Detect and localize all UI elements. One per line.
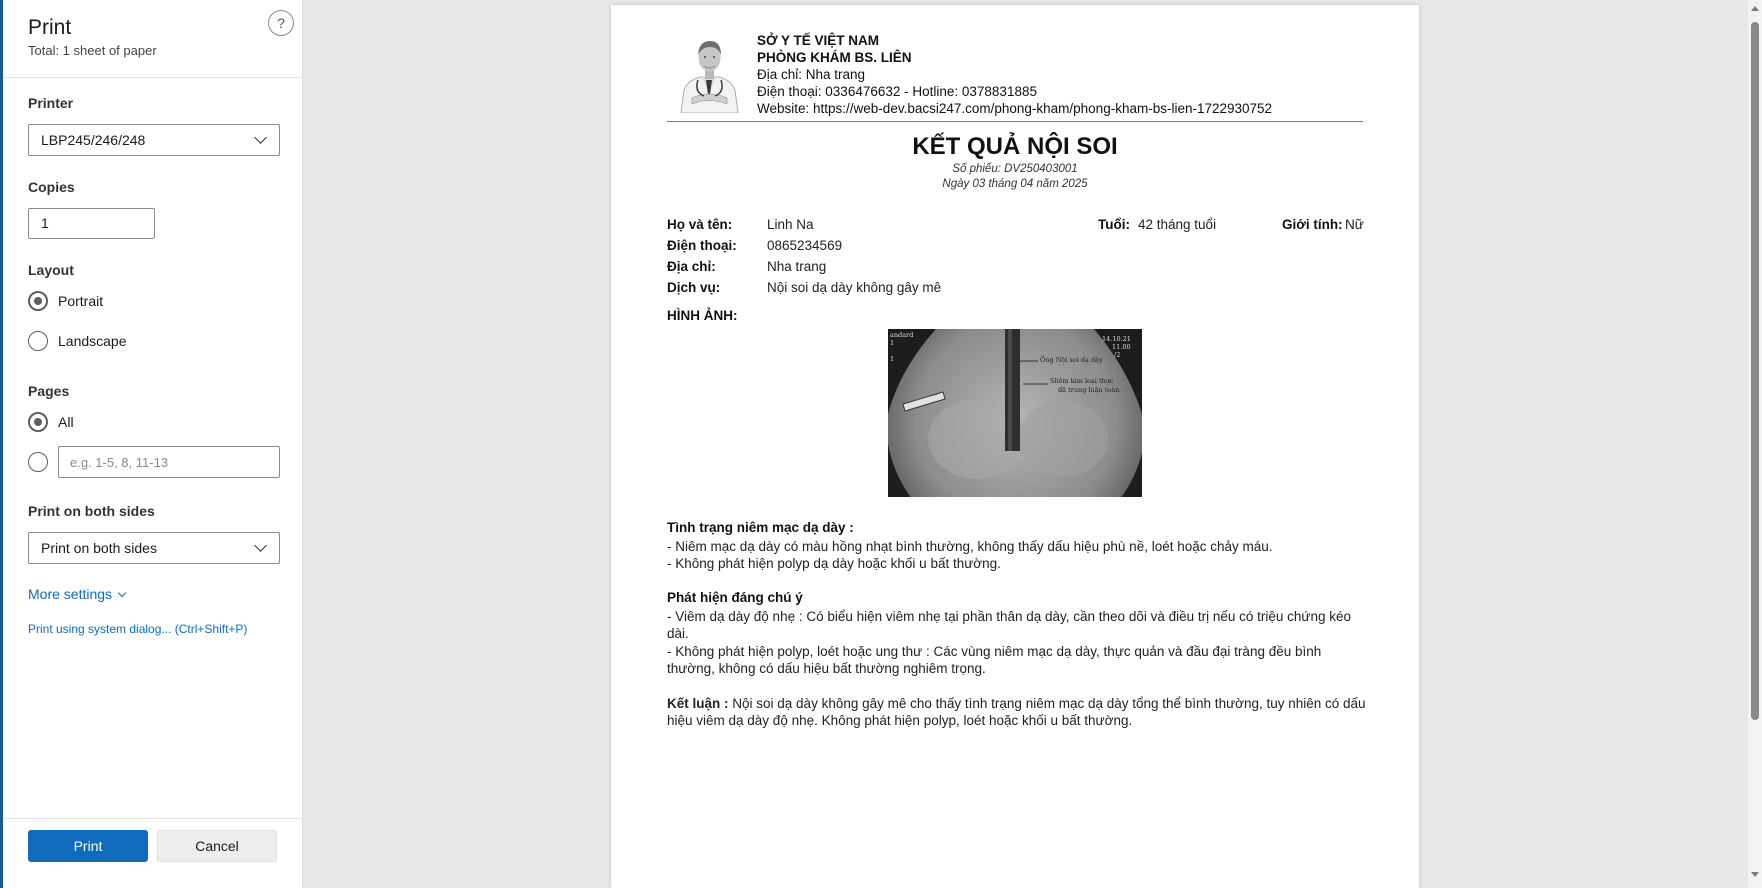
more-settings-link[interactable] [28,586,125,602]
print-title: Print [28,16,72,39]
scan-label: 1 [890,355,895,363]
print-button[interactable]: Print [28,830,148,862]
clinic-phone: Điện thoại: 0336476632 - Hotline: 0378831885 [757,84,1037,99]
chevron-down-icon [118,589,126,597]
findings-line: - Viêm dạ dày độ nhẹ : Có biểu hiện viêm nhẹ tại phần thân dạ dày, cần theo dõi và điều trị nếu có triệu chứng kéo dài. [667,609,1351,641]
sheet-total: Total: 1 sheet of paper [28,43,157,58]
clinic-website: Website: https://web-dev.bacsi247.com/phong-kham/phong-kham-bs-lien-1722930752 [757,101,1273,116]
divider [3,818,303,819]
endoscopy-image [888,329,1142,497]
phone-value: 0865234569 [767,238,843,253]
age-value: 42 tháng tuổi [1138,217,1217,232]
chevron-down-icon [254,131,267,144]
scroll-up-icon[interactable] [1751,6,1759,11]
findings-heading: Phát hiện đáng chú ý [667,590,803,605]
age-label: Tuổi: [1098,217,1130,232]
copies-label: Copies [28,179,75,195]
service-label: Dịch vụ: [667,280,721,295]
help-icon[interactable]: ? [268,10,294,36]
document-date: Ngày 03 tháng 04 năm 2025 [942,178,1088,190]
duplex-value: Print on both sides [41,540,157,556]
findings-line: - Không phát hiện polyp, loét hoặc ung thư : Các vùng niêm mạc dạ dày, thực quản và đầu đại tràng đều bình thường, không có dấu hiệu bất thường nghiêm trọng. [667,644,1322,676]
print-panel [3,0,303,888]
scan-label: đã trung luận toàn [1058,386,1120,394]
scrollbar-thumb[interactable] [1751,22,1759,720]
clinic-name: PHÒNG KHÁM BS. LIÊN [757,50,912,65]
scan-label: 14.10.21 [1102,335,1131,343]
address-label: Địa chỉ: [667,259,716,274]
printer-value: LBP245/246/248 [41,132,146,148]
address-value: Nha trang [767,259,827,274]
chevron-down-icon [254,539,267,552]
landscape-label: Landscape [58,333,127,349]
conclusion [667,695,1367,729]
layout-label: Layout [28,262,74,278]
copies-input[interactable]: 1 [28,208,155,239]
name-value: Linh Na [767,217,814,232]
scan-label: andard [890,331,914,339]
pages-all-label: All [58,414,74,430]
landscape-radio[interactable] [28,331,48,351]
phone-label: Điện thoại: [667,238,737,253]
printer-select[interactable] [28,124,280,156]
gender-value: Nữ [1345,217,1364,232]
printer-label: Printer [28,95,74,111]
mucosa-line: - Không phát hiện polyp dạ dày hoặc khối u bất thường. [667,556,1001,571]
document-title: KẾT QUẢ NỘI SOI [912,133,1118,160]
divider [3,77,303,78]
conclusion-label: Kết luận : [667,696,729,711]
service-value: Nội soi dạ dày không gây mê [767,280,942,295]
images-label: HÌNH ẢNH: [667,308,738,323]
conclusion-text: Nội soi dạ dày không gây mê cho thấy tình trạng niêm mạc dạ dày tổng thể bình thường, tuy nhiên có dấu hiệu viêm dạ dày độ nhẹ. Không phát hiện polyp, loét hoặc khối u bất thường. [667,696,1366,728]
cancel-button[interactable]: Cancel [157,830,277,862]
header-divider [667,121,1363,122]
clinic-address: Địa chỉ: Nha trang [757,67,866,82]
mucosa-line: - Niêm mạc dạ dày có màu hồng nhạt bình thường, không thấy dấu hiệu phù nề, loét hoặc chảy máu. [667,539,1273,554]
system-dialog-link[interactable]: Print using system dialog... (Ctrl+Shift+P) [28,622,248,636]
pages-custom-radio[interactable] [28,452,48,472]
pages-all-radio[interactable] [28,412,48,432]
pages-label: Pages [28,383,70,399]
scan-label: 11.00 [1112,343,1131,351]
doctor-avatar [678,30,741,113]
scroll-down-icon[interactable] [1751,872,1759,877]
scan-label: Sliêm kim loại thực [1050,377,1114,385]
ticket-number: Số phiếu: DV250403001 [952,163,1078,175]
scan-label: 1 [890,339,895,347]
name-label: Họ và tên: [667,217,733,232]
org-name: SỞ Y TẾ VIỆT NAM [757,33,880,48]
scan-label: /2 [1114,351,1121,359]
portrait-radio[interactable] [28,291,48,311]
print-preview-page [611,5,1419,888]
gender-label: Giới tính: [1282,217,1343,232]
more-settings-label: More settings [28,586,113,602]
pages-range-input[interactable] [58,446,280,478]
portrait-label: Portrait [58,293,104,309]
scan-label: Ống Nội soi dạ dày [1040,356,1103,364]
mucosa-heading: Tình trạng niêm mạc dạ dày : [667,520,854,535]
duplex-select[interactable] [28,532,280,564]
duplex-label: Print on both sides [28,503,155,519]
